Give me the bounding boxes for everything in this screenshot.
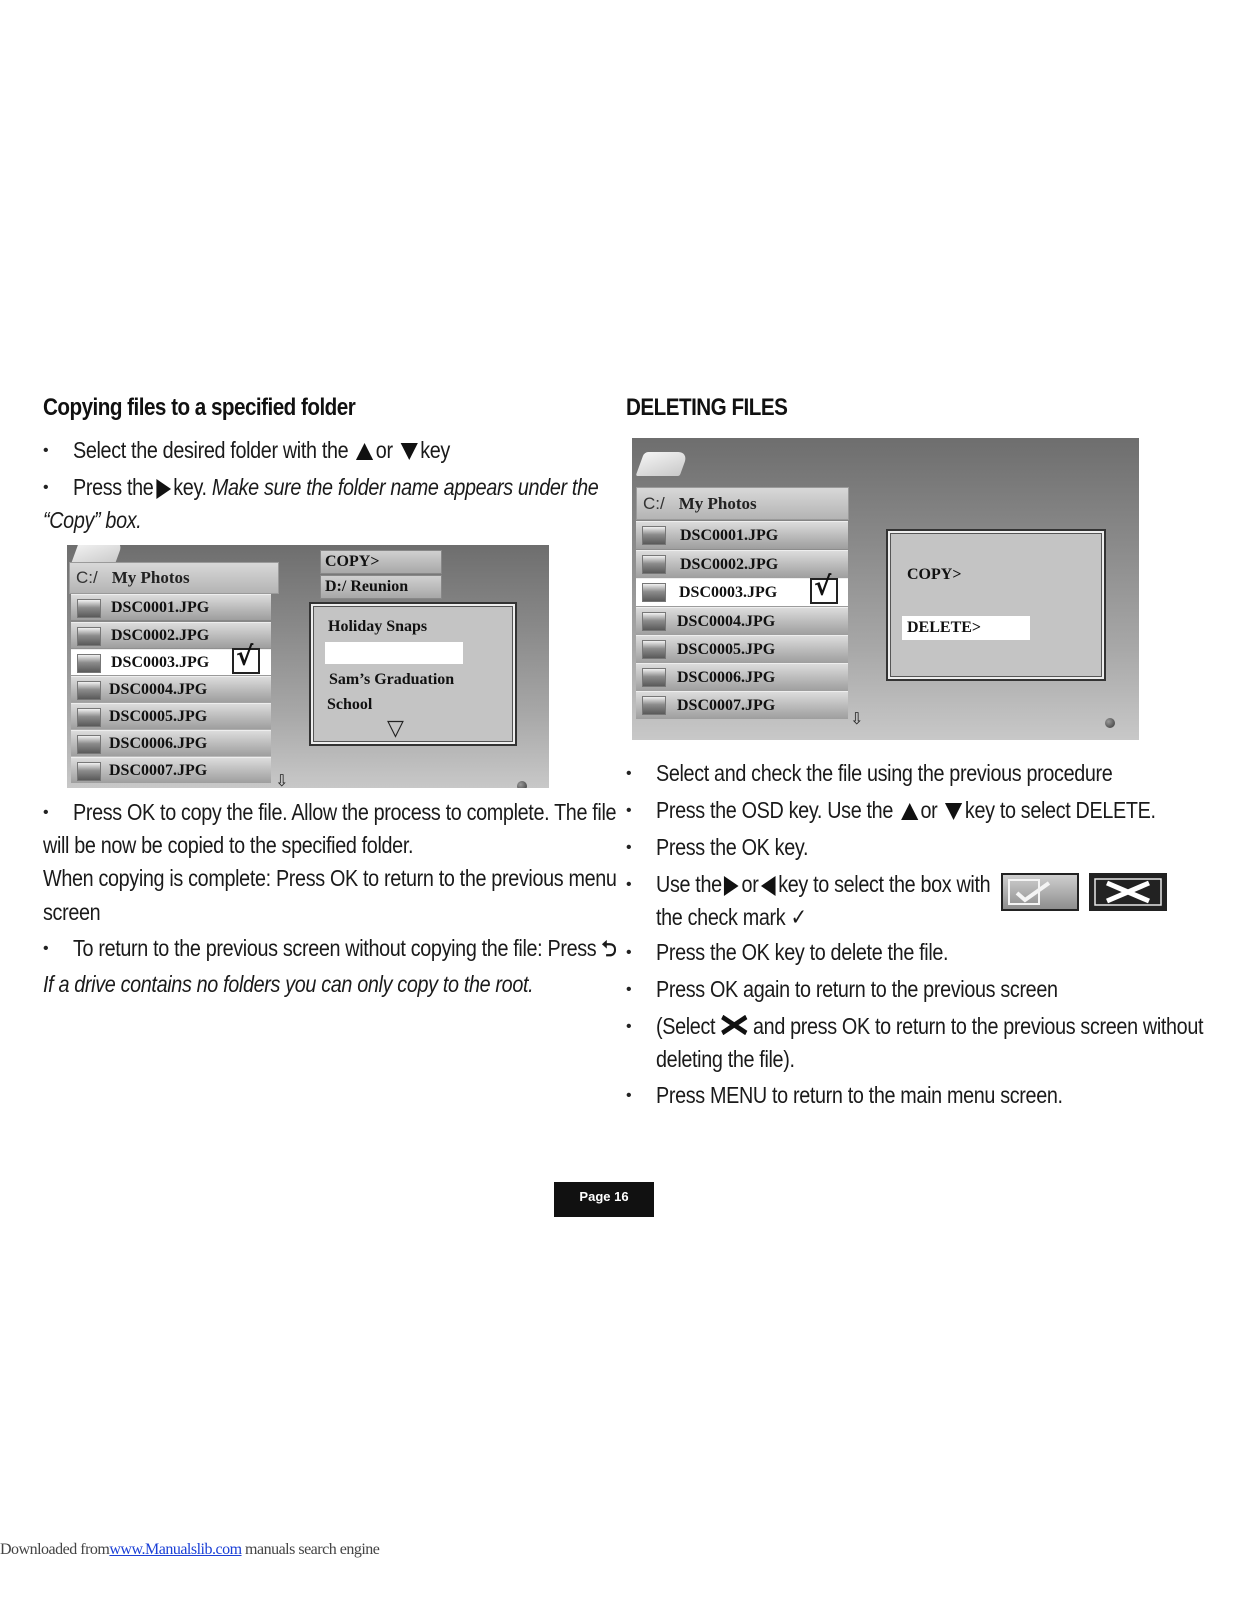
file-row: DSC0004.JPG xyxy=(636,607,848,635)
file-row: DSC0006.JPG xyxy=(71,730,271,756)
checkmark-box-icon: √ xyxy=(232,648,260,674)
photo-thumbnail-icon xyxy=(77,627,101,646)
bullet: • xyxy=(626,839,632,856)
bullet: • xyxy=(626,981,632,998)
file-row: DSC0005.JPG xyxy=(71,703,271,729)
file-row: DSC0004.JPG xyxy=(71,676,271,702)
file-row: DSC0001.JPG xyxy=(71,594,271,620)
file-row: DSC0002.JPG xyxy=(636,550,848,578)
return-icon: ⮌ xyxy=(601,937,617,962)
copy-box-note: “Copy” box. xyxy=(43,507,142,533)
down-arrow-icon xyxy=(400,443,417,460)
check-mark-icon: ✓ xyxy=(790,905,807,931)
file-row-selected: DSC0003.JPG xyxy=(636,578,848,606)
copy-tag: COPY> xyxy=(320,550,442,574)
delete-step-menu: Press MENU to return to the main menu screen. xyxy=(656,1082,1063,1108)
photo-thumbnail-icon xyxy=(77,762,101,781)
photo-thumbnail-icon xyxy=(642,612,666,631)
photo-thumbnail-icon xyxy=(642,668,666,687)
folder-icon xyxy=(636,452,689,476)
photo-thumbnail-icon xyxy=(642,555,666,574)
delete-step-ok: Press the OK key. xyxy=(656,834,809,860)
copy-option: COPY> xyxy=(907,566,962,583)
bullet: • xyxy=(626,944,632,961)
copy-complete-text-end: screen xyxy=(43,899,101,925)
delete-step-select-box: Use the or key to select the box with xyxy=(656,871,991,897)
scroll-down-icon: ⇩ xyxy=(275,771,289,788)
copy-section-heading: Copying files to a specified folder xyxy=(43,394,356,421)
bullet: • xyxy=(626,1087,632,1104)
left-arrow-icon xyxy=(761,876,776,896)
photo-thumbnail-icon xyxy=(642,583,666,602)
checkmark-box-icon: √ xyxy=(810,578,838,604)
bullet: • xyxy=(626,765,632,782)
delete-step-delete: Press the OK key to delete the file. xyxy=(656,939,949,965)
confirm-check-icon xyxy=(1001,873,1079,911)
bullet: • xyxy=(43,940,49,957)
delete-screen-image xyxy=(632,438,1139,740)
copy-step-select-folder: Select the desired folder with the or key xyxy=(73,437,450,463)
photo-thumbnail-icon xyxy=(77,654,101,673)
bullet: • xyxy=(626,876,632,893)
photo-thumbnail-icon xyxy=(77,708,101,727)
destination-tag: D:/ Reunion xyxy=(320,575,442,599)
photo-thumbnail-icon xyxy=(642,640,666,659)
photo-thumbnail-icon xyxy=(642,526,666,545)
delete-step-return: Press OK again to return to the previous screen xyxy=(656,976,1058,1002)
folder-option: Sam’s Graduation xyxy=(329,671,455,688)
copy-step-return: To return to the previous screen without copying the file: Press ⮌ xyxy=(73,935,617,962)
file-row: DSC0007.JPG xyxy=(636,691,848,719)
delete-step-cancel-end: deleting the file). xyxy=(656,1046,795,1072)
delete-step-check-mark: the check mark ✓ xyxy=(656,904,807,931)
scroll-down-icon: ▽ xyxy=(387,716,404,741)
bullet: • xyxy=(43,442,49,459)
delete-option: DELETE> xyxy=(907,619,982,636)
download-footer: Downloaded fromwww.Manualslib.com manuals search engine xyxy=(0,1541,380,1558)
file-row: DSC0002.JPG xyxy=(71,622,271,648)
x-icon xyxy=(720,1011,748,1044)
delete-step-select: Select and check the file using the previous procedure xyxy=(656,760,1113,786)
delete-section-heading: DELETING FILES xyxy=(626,394,788,421)
file-row: DSC0007.JPG xyxy=(71,757,271,783)
file-row: DSC0006.JPG xyxy=(636,663,848,691)
copy-result-text: will be now be copied to the specified folder. xyxy=(43,832,414,858)
cancel-x-icon xyxy=(1089,873,1167,911)
bullet: • xyxy=(43,804,49,821)
photo-thumbnail-icon xyxy=(642,696,666,715)
knob-icon xyxy=(517,781,527,788)
file-row: DSC0005.JPG xyxy=(636,635,848,663)
path-bar: C:/ My Photos xyxy=(636,487,849,520)
bullet: • xyxy=(626,802,632,819)
right-arrow-icon xyxy=(724,876,739,896)
delete-dialog xyxy=(886,529,1106,681)
path-bar: C:/ My Photos xyxy=(69,562,279,594)
bullet: • xyxy=(626,1018,632,1035)
delete-step-osd: Press the OSD key. Use the or key to select DELETE. xyxy=(656,797,1156,823)
copy-complete-text: When copying is complete: Press OK to return to the previous menu xyxy=(43,865,617,891)
knob-icon xyxy=(1105,718,1115,728)
folder-option: Holiday Snaps xyxy=(328,618,428,635)
folder-option-highlight xyxy=(325,642,463,664)
delete-step-cancel: (Select and press OK to return to the previous screen without xyxy=(656,1010,1237,1044)
photo-thumbnail-icon xyxy=(77,681,101,700)
copy-step-press-right: Press the key. Make sure the folder name appears under the xyxy=(73,474,599,500)
manualslib-link[interactable]: www.Manualslib.com xyxy=(109,1541,242,1558)
file-row: DSC0001.JPG xyxy=(636,521,848,549)
copy-step-press-ok: Press OK to copy the file. Allow the process to complete. The file xyxy=(73,799,617,825)
scroll-down-icon: ⇩ xyxy=(850,709,864,728)
folder-select-dialog xyxy=(309,602,517,746)
down-arrow-icon xyxy=(945,803,962,820)
folder-option: School xyxy=(327,696,373,713)
up-arrow-icon xyxy=(356,443,373,460)
bullet: • xyxy=(43,479,49,496)
copy-screen-image xyxy=(67,545,549,788)
up-arrow-icon xyxy=(901,803,918,820)
file-row-selected: DSC0003.JPG xyxy=(71,649,271,675)
page-number-badge: Page 16 xyxy=(554,1182,654,1217)
copy-root-note: If a drive contains no folders you can only copy to the root. xyxy=(43,971,534,997)
right-arrow-icon xyxy=(156,479,171,499)
photo-thumbnail-icon xyxy=(77,599,101,618)
photo-thumbnail-icon xyxy=(77,735,101,754)
